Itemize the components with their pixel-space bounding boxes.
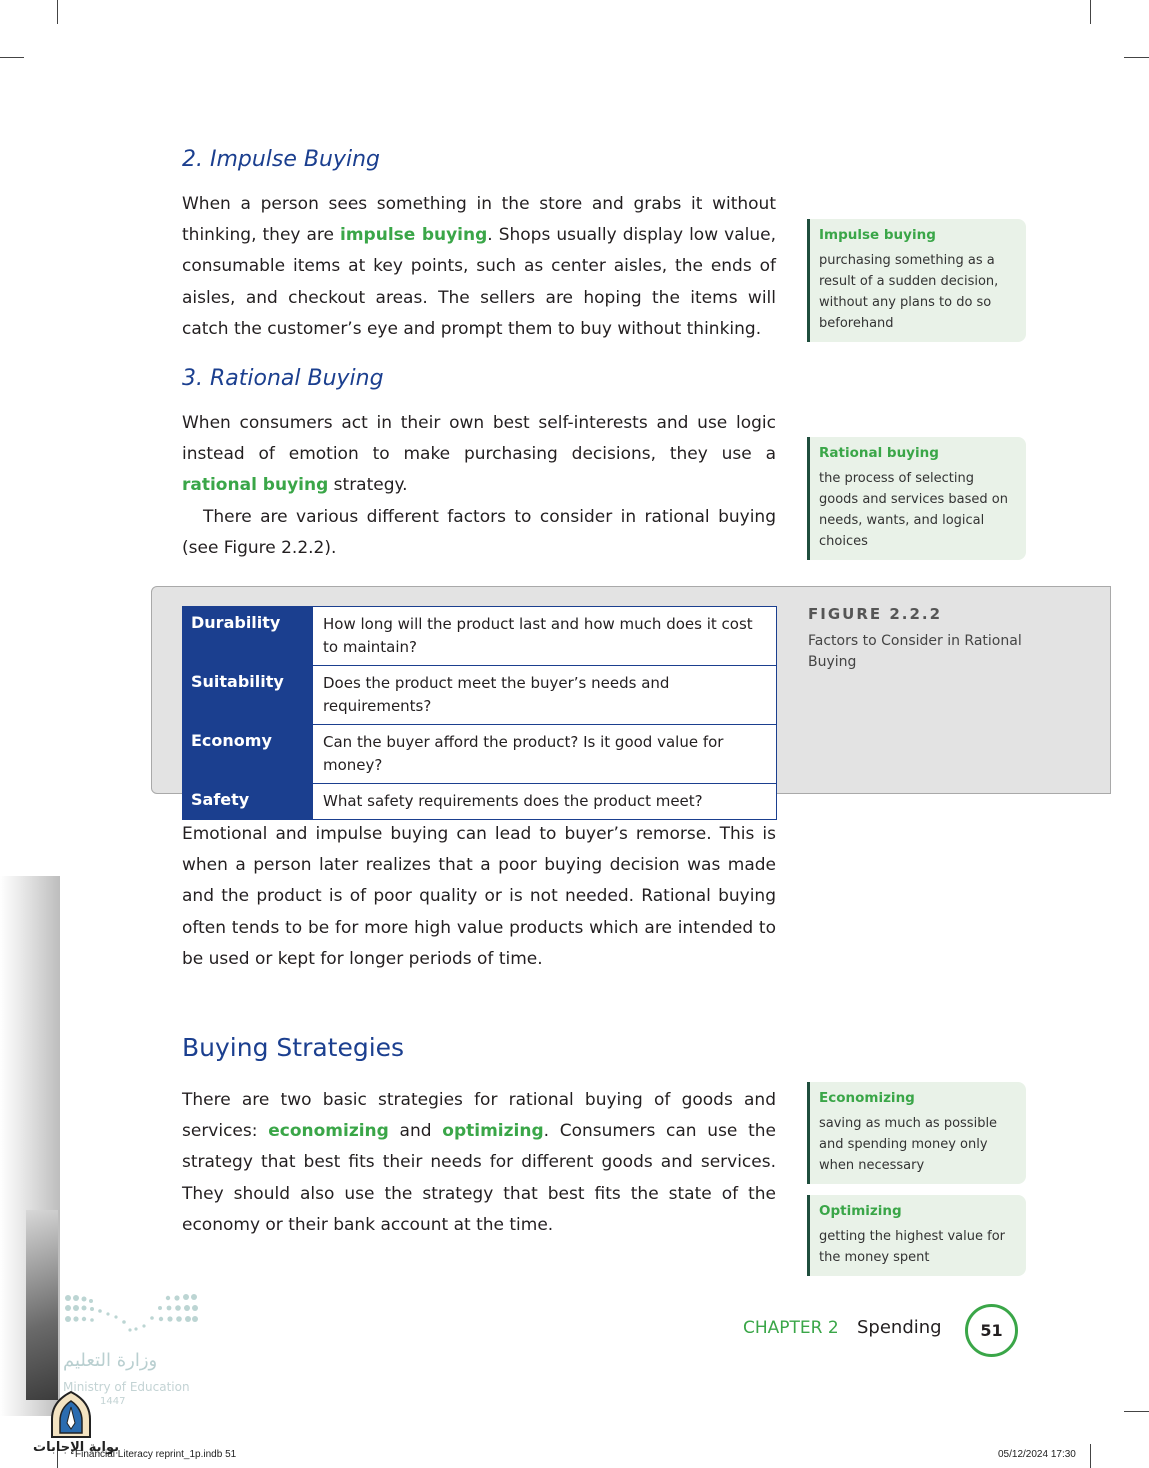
crop-mark [1124, 1411, 1149, 1412]
answers-portal-text: بوابة الإجابات [33, 1440, 119, 1455]
strategies-text-mid: and [388, 1121, 443, 1142]
rational-paragraph [182, 408, 776, 502]
rational-block [182, 408, 776, 564]
strategies-text-a: There are two basic strategies for rational buying of goods and services: [182, 1090, 776, 1142]
rational-text-b: strategy. [328, 475, 408, 496]
glossary-optimizing [807, 1195, 1026, 1276]
table-row [183, 725, 777, 784]
glossary-term: Impulse buying [819, 227, 936, 243]
strategies-text-b: . Consumers can use the strategy that best fits their needs for different goods and services. They should also use the strategy that best fits the state of the economy or their bank account at the time. [182, 1121, 777, 1235]
glossary-economizing [807, 1082, 1026, 1184]
print-slug-timestamp: 05/12/2024 17:30 [998, 1449, 1076, 1460]
factor-name: Safety [183, 784, 313, 820]
glossary-term: Economizing [819, 1090, 915, 1106]
ministry-year: 1447 [100, 1396, 126, 1407]
footer-title: Spending [857, 1317, 942, 1338]
impulse-paragraph [182, 189, 776, 345]
ministry-name-arabic: وزارة التعليم [63, 1350, 158, 1371]
print-slug-file: Financial Literacy reprint_1p.indb 51 [75, 1449, 237, 1460]
table-row [183, 666, 777, 725]
glossary-definition: purchasing something as a result of a sudden decision, without any plans to do so beforehand [819, 253, 999, 331]
factor-question: Can the buyer afford the product? Is it good value for money? [313, 725, 777, 784]
rational-text-a: When consumers act in their own best self-interests and use logic instead of emotion to make purchasing decisions, they use a [182, 413, 776, 465]
glossary-term: Optimizing [819, 1203, 902, 1219]
figure-label: FIGURE 2.2.2 [808, 605, 943, 623]
footer-chapter: CHAPTER 2 [743, 1318, 839, 1338]
page-number: 51 [965, 1304, 1018, 1357]
crop-mark [1090, 0, 1091, 24]
crop-mark [1124, 57, 1149, 58]
impulse-text-a: When a person sees something in the store and grabs it without thinking, they are [182, 194, 776, 246]
factor-name: Economy [183, 725, 313, 784]
answers-portal-logo-icon [48, 1389, 94, 1441]
rational-term: rational buying [182, 475, 329, 496]
glossary-term: Rational buying [819, 445, 939, 461]
economizing-term: economizing [268, 1121, 389, 1142]
factor-question: Does the product meet the buyer’s needs and requirements? [313, 666, 777, 725]
strategies-heading: Buying Strategies [182, 1033, 405, 1062]
glossary-definition: getting the highest value for the money spent [819, 1229, 1006, 1265]
optimizing-term: optimizing [442, 1121, 544, 1142]
figure-caption: Factors to Consider in Rational Buying [808, 633, 1022, 670]
crop-mark [0, 57, 24, 58]
factor-name: Suitability [183, 666, 313, 725]
crop-mark [57, 0, 58, 24]
scan-shadow-dark [26, 1210, 58, 1400]
glossary-definition: saving as much as possible and spending money only when necessary [819, 1116, 998, 1173]
factor-question: How long will the product last and how much does it cost to maintain? [313, 607, 777, 666]
ministry-name-english: Ministry of Education [63, 1380, 190, 1394]
remorse-paragraph: Emotional and impulse buying can lead to buyer’s remorse. This is when a person later realizes that a poor buying decision was made and the product is of poor quality or is not needed. Rational buying often tends to be for more high value products which are intended to be used or kept for longer periods of time. [182, 824, 776, 969]
factors-table [182, 606, 777, 820]
strategies-paragraph [182, 1085, 776, 1241]
rational-heading: 3. Rational Buying [182, 366, 384, 391]
impulse-term: impulse buying [340, 225, 488, 246]
crop-mark [1090, 1444, 1091, 1468]
table-row [183, 784, 777, 820]
factor-name: Durability [183, 607, 313, 666]
ministry-logo-dots-icon [60, 1292, 200, 1340]
glossary-definition: the process of selecting goods and services based on needs, wants, and logical choices [819, 471, 1008, 549]
glossary-impulse-buying [807, 219, 1026, 342]
impulse-text-b: . Shops usually display low value, consumable items at key points, such as center aisles, the ends of aisles, and checkout areas. The sellers are hoping the items will catch the customer’s eye and prompt them to buy without thinking. [182, 225, 776, 339]
impulse-heading: 2. Impulse Buying [182, 147, 380, 172]
glossary-rational-buying [807, 437, 1026, 560]
factor-question: What safety requirements does the product meet? [313, 784, 777, 820]
table-row [183, 607, 777, 666]
rational-paragraph-2: There are various different factors to consider in rational buying (see Figure 2.2.2). [182, 506, 776, 558]
